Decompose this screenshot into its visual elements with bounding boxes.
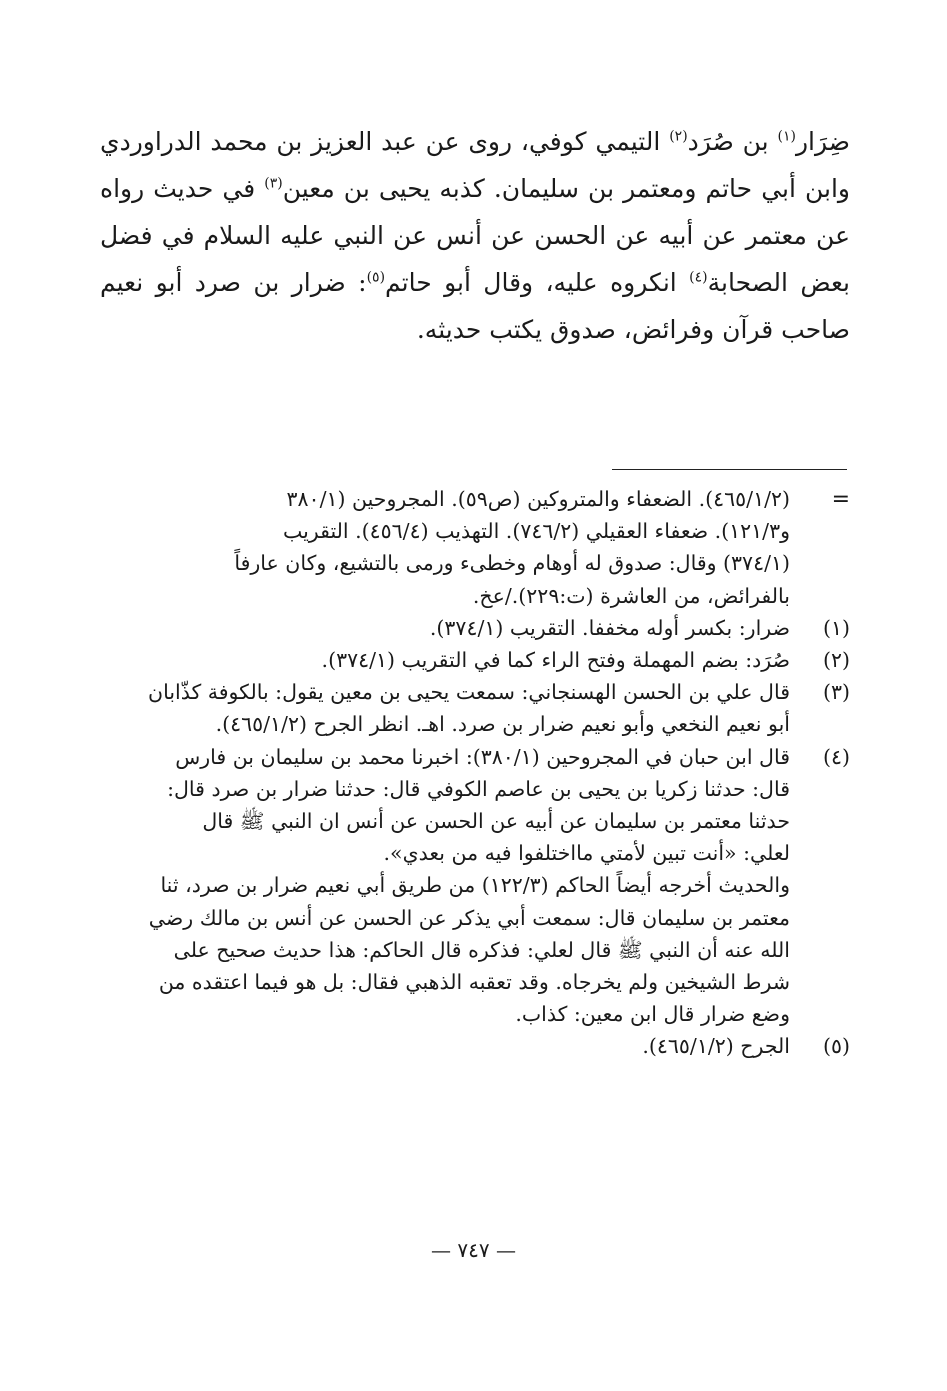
footnote-line: قال ابن حبان في المجروحين (٣٨٠/١): اخبرنا محمد بن سليمان بن فارس bbox=[175, 744, 790, 769]
footnote-line: شرط الشيخين ولم يخرجاه. وقد تعقبه الذهبي فقال: بل هو فيما اعتقده من bbox=[158, 970, 790, 995]
page-number: — ٧٤٧ — bbox=[431, 1238, 516, 1262]
footnote-line: قال علي بن الحسن الهسنجاني: سمعت يحيى بن معين يقول: بالكوفة كذّابان bbox=[148, 680, 790, 705]
footnote-1 bbox=[100, 612, 852, 644]
main-text-segment: ضِرَار bbox=[795, 127, 850, 156]
main-text-segment: انكروه عليه، وقال أبو حاتم bbox=[385, 268, 690, 297]
footnote-line: (٤٦٥/١/٢). الضعفاء والمتروكين (ص٥٩). المجروحين (٣٨٠/١ bbox=[286, 487, 790, 511]
footnote-line: وضع ضرار قال ابن معين: كذاب. bbox=[515, 1002, 790, 1027]
footnote-ref[interactable]: (٣) bbox=[264, 175, 283, 192]
footnote-number: (٢) bbox=[822, 648, 850, 673]
footnote-number: (٤) bbox=[822, 744, 850, 769]
footnote-line: و١٢١/٣). ضعفاء العقيلي (٧٤٦/٢). التهذيب (٤٥٦/٤). التقريب bbox=[282, 519, 790, 544]
footnote-body bbox=[100, 741, 790, 870]
footnote-continuation bbox=[100, 483, 852, 612]
footnote-line: صُرَد: بضم المهملة وفتح الراء كما في التقريب (٣٧٤/١). bbox=[321, 648, 790, 673]
main-text-segment: التيمي كوفي، روى عن عبد العزيز بن محمد الدراوردي وابن أبي حاتم ومعتمر بن سليمان. كذبه يحيى بن معين bbox=[100, 127, 851, 203]
footnote-line: قال: حدثنا زكريا بن يحيى بن عاصم الكوفي قال: حدثنا ضرار بن صرد قال: bbox=[167, 776, 790, 801]
continuation-mark: = bbox=[831, 487, 850, 512]
footnote-line: والحديث أخرجه أيضاً الحاكم (١٢٢/٣) من طريق أبي نعيم ضرار بن صرد، ثنا bbox=[160, 873, 790, 898]
footnote-ref[interactable]: (٢) bbox=[669, 128, 688, 145]
footnote-4 bbox=[100, 741, 852, 870]
main-text-segment: : ضرار بن صرد أبو نعيم صاحب قرآن وفرائض، صدوق يكتب حديثه. bbox=[100, 268, 850, 344]
footnote-ref[interactable]: (١) bbox=[777, 128, 796, 145]
footnote-line: حدثنا معتمر بن سليمان عن أبيه عن الحسن عن أنس ان النبي ﷺ قال bbox=[202, 809, 790, 834]
footnote-line: أبو نعيم النخعي وأبو نعيم ضرار بن صرد. اهـ. انظر الجرح (٤٦٥/١/٢). bbox=[215, 712, 790, 737]
footnote-2 bbox=[100, 644, 852, 676]
footnote-line: ضرار: بكسر أوله مخففا. التقريب (٣٧٤/١). bbox=[429, 615, 790, 640]
footnote-line: الله عنه أن النبي ﷺ قال لعلي: فذكره قال الحاكم: هذا حديث صحيح على bbox=[173, 937, 790, 962]
footnote-3 bbox=[100, 676, 852, 740]
footnotes-section bbox=[100, 483, 852, 1063]
footnote-body bbox=[100, 483, 790, 612]
footnote-line: لعلي: «أنت تبين لأمتي مااختلفوا فيه من بعدي». bbox=[383, 841, 790, 866]
footnote-ref[interactable]: (٤) bbox=[689, 269, 708, 286]
footnote-body bbox=[100, 676, 790, 740]
main-text-segment: في حديث رواه عن معتمر عن أبيه عن الحسن عن أنس عن النبي عليه السلام في فضل بعض الصحابة bbox=[100, 174, 850, 297]
footnote-number: (١) bbox=[822, 615, 850, 640]
footnote-line: معتمر بن سليمان قال: سمعت أبي يذكر عن الحسن عن أنس بن مالك رضي bbox=[148, 905, 790, 930]
footnote-ref[interactable]: (٥) bbox=[366, 269, 386, 286]
footnote-number: (٥) bbox=[822, 1034, 850, 1059]
footnote-4-continuation bbox=[100, 869, 852, 1030]
main-text-segment: بن صُرَد bbox=[687, 127, 778, 156]
footnote-line: بالفرائض، من العاشرة (ت:٢٢٩)./عخ. bbox=[472, 583, 790, 608]
footnote-5 bbox=[100, 1030, 852, 1062]
footnote-body bbox=[100, 612, 790, 644]
footnote-line: (٣٧٤/١) وقال: صدوق له أوهام وخطىء ورمى بالتشيع، وكان عارفاً bbox=[234, 551, 790, 576]
footnote-line: الجرح (٤٦٥/١/٢). bbox=[642, 1034, 790, 1059]
footnote-separator bbox=[612, 469, 847, 470]
footnote-number: (٣) bbox=[822, 680, 850, 705]
main-paragraph bbox=[100, 118, 850, 353]
footnote-body bbox=[100, 644, 790, 676]
footnote-body bbox=[100, 1030, 790, 1062]
